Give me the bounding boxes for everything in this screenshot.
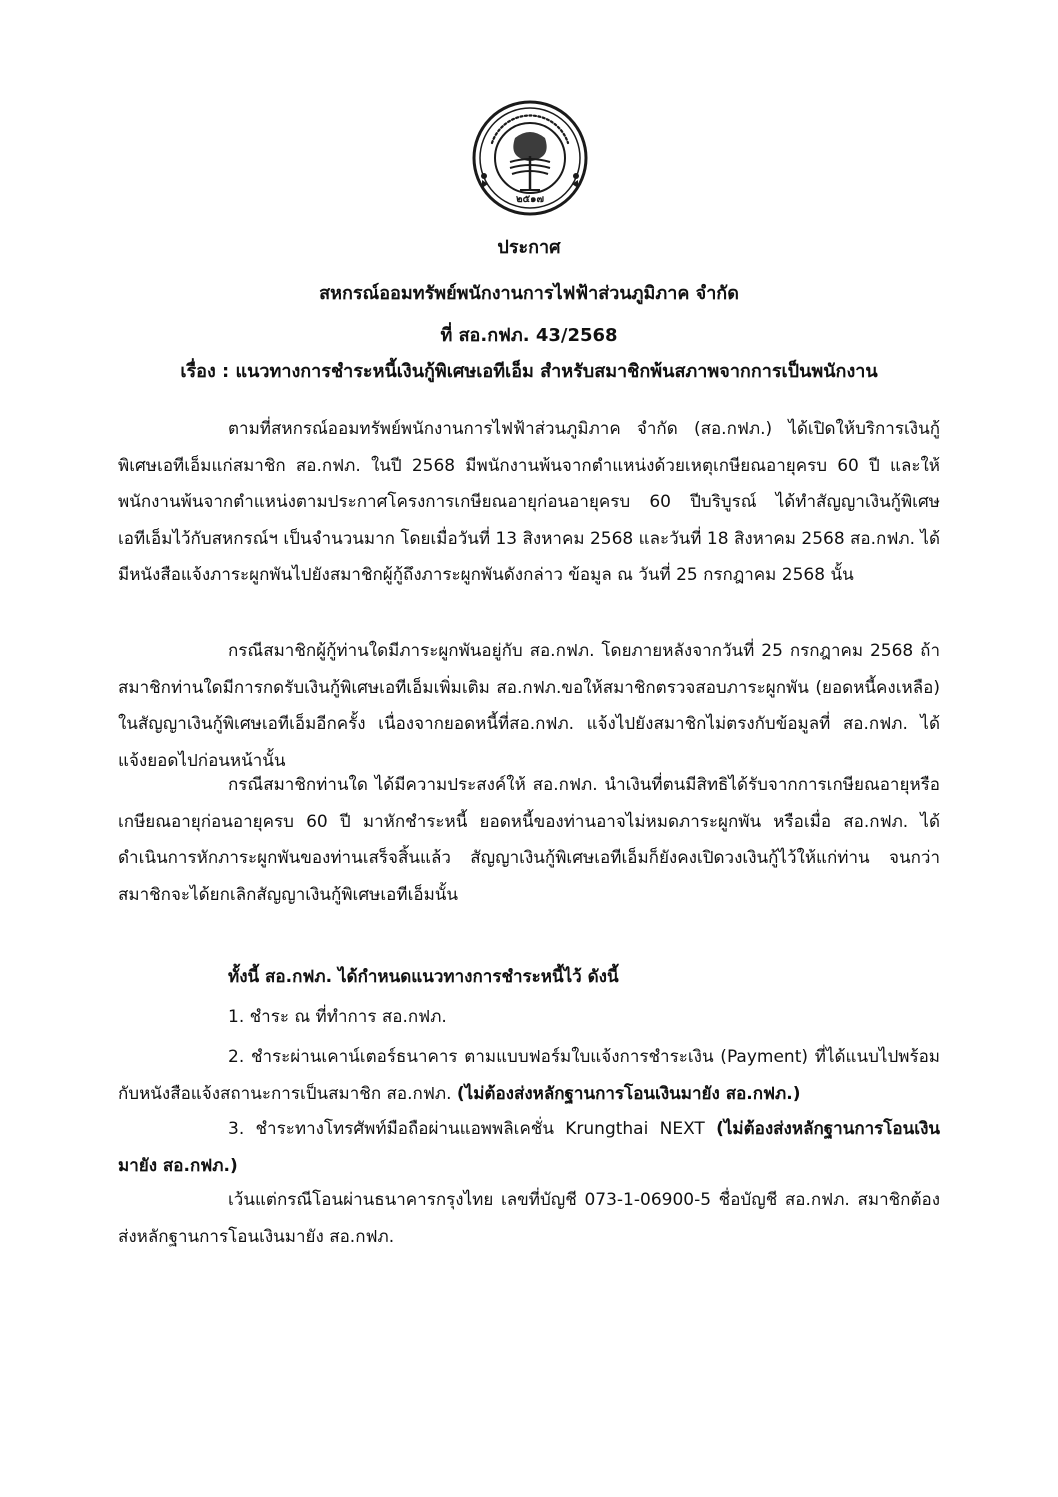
payment-option-3-note: (ไม่ต้องส่งหลักฐานการโอนเงินมายัง สอ.กฟภ.) <box>118 1119 940 1176</box>
logo-year-text: ๒๕๑๗ <box>515 194 545 205</box>
payment-option-2 <box>118 1039 940 1112</box>
seal-icon <box>470 98 590 218</box>
payment-option-3-text: 3. ชำระทางโทรศัพท์มือถือผ่านแอพพลิเคชั่น Krungthai NEXT <box>228 1119 705 1139</box>
announcement-title: ประกาศ <box>497 237 561 258</box>
paragraph-2: กรณีสมาชิกผู้กู้ท่านใดมีภาระผูกพันอยู่กับ สอ.กฟภ. โดยภายหลังจากวันที่ 25 กรกฎาคม 2568 ถ้าสมาชิกท่านใดมีการกดรับเงินกู้พิเศษเอทีเอ็มเพิ่มเติม สอ.กฟภ.ขอให้สมาชิกตรวจสอบภาระผูกพัน (ยอดหนี้คงเหลือ) ในสัญญาเงินกู้พิเศษเอทีเอ็มอีกครั้ง เนื่องจากยอดหนี้ที่สอ.กฟภ. แจ้งไปยังสมาชิกไม่ตรงกับข้อมูลที่ สอ.กฟภ. ได้แจ้งยอดไปก่อนหน้านั้น <box>118 641 940 771</box>
document-number: ที่ สอ.กฟภ. 43/2568 <box>440 325 618 346</box>
payment-option-2-note: (ไม่ต้องส่งหลักฐานการโอนเงินมายัง สอ.กฟภ.) <box>456 1083 801 1104</box>
payment-intro: ทั้งนี้ สอ.กฟภ. ได้กำหนดแนวทางการชำระหนี้ไว้ ดังนี้ <box>228 967 619 987</box>
payment-option-1: 1. ชำระ ณ ที่ทำการ สอ.กฟภ. <box>228 1007 447 1027</box>
cooperative-seal-logo <box>470 98 590 218</box>
document-subject: เรื่อง : แนวทางการชำระหนี้เงินกู้พิเศษเอทีเอ็ม สำหรับสมาชิกพ้นสภาพจากการเป็นพนักงาน <box>180 361 878 382</box>
payment-option-2-text: 2. ชำระผ่านเคาน์เตอร์ธนาคาร ตามแบบฟอร์มใบแจ้งการชำระเงิน (Payment) ที่ได้แนบไปพร้อมกับหนังสือแจ้งสถานะการเป็นสมาชิก สอ.กฟภ. <box>118 1047 940 1104</box>
organization-name: สหกรณ์ออมทรัพย์พนักงานการไฟฟ้าส่วนภูมิภาค จำกัด <box>319 283 739 304</box>
paragraph-4: เว้นแต่กรณีโอนผ่านธนาคารกรุงไทย เลขที่บัญชี 073-1-06900-5 ชื่อบัญชี สอ.กฟภ. สมาชิกต้องส่งหลักฐานการโอนเงินมายัง สอ.กฟภ. <box>118 1190 940 1247</box>
paragraph-1: ตามที่สหกรณ์ออมทรัพย์พนักงานการไฟฟ้าส่วนภูมิภาค จำกัด (สอ.กฟภ.) ได้เปิดให้บริการเงินกู้พิเศษเอทีเอ็มแก่สมาชิก สอ.กฟภ. ในปี 2568 มีพนักงานพ้นจากตำแหน่งด้วยเหตุเกษียณอายุครบ 60 ปี และให้พนักงานพ้นจากตำแหน่งตามประกาศโครงการเกษียณอายุก่อนอายุครบ 60 ปีบริบูรณ์ ได้ทำสัญญาเงินกู้พิเศษเอทีเอ็มไว้กับสหกรณ์ฯ เป็นจำนวนมาก โดยเมื่อวันที่ 13 สิงหาคม 2568 และวันที่ 18 สิงหาคม 2568 สอ.กฟภ. ได้มีหนังสือแจ้งภาระผูกพันไปยังสมาชิกผู้กู้ถึงภาระผูกพันดังกล่าว ข้อมูล ณ วันที่ 25 กรกฎาคม 2568 นั้น <box>118 419 940 585</box>
paragraph-3: กรณีสมาชิกท่านใด ได้มีความประสงค์ให้ สอ.กฟภ. นำเงินที่ตนมีสิทธิได้รับจากการเกษียณอายุหรือเกษียณอายุก่อนอายุครบ 60 ปี มาหักชำระหนี้ ยอดหนี้ของท่านอาจไม่หมดภาระผูกพัน หรือเมื่อ สอ.กฟภ. ได้ดำเนินการหักภาระผูกพันของท่านเสร็จสิ้นแล้ว สัญญาเงินกู้พิเศษเอทีเอ็มก็ยังคงเปิดวงเงินกู้ไว้ให้แก่ท่าน จนกว่าสมาชิกจะได้ยกเลิกสัญญาเงินกู้พิเศษเอทีเอ็มนั้น <box>118 775 940 905</box>
payment-option-3 <box>118 1111 940 1184</box>
